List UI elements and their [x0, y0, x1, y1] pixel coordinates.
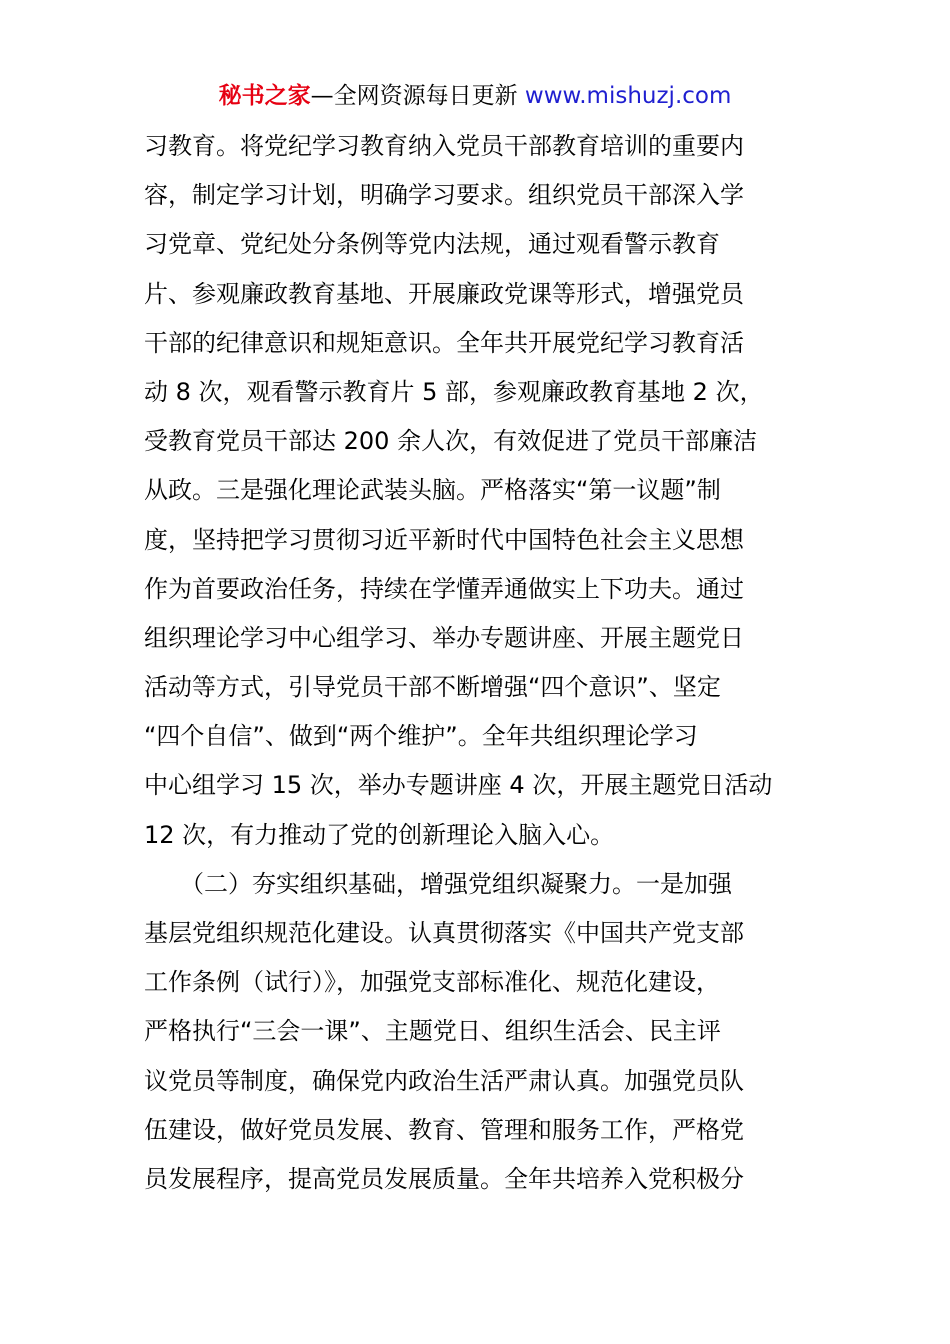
section-heading-line: （二）夯实组织基础，增强党组织凝聚力。一是加强 [180, 869, 732, 898]
text-line: 习教育。将党纪学习教育纳入党员干部教育培训的重要内 [144, 132, 744, 160]
text-line: 片、参观廉政教育基地、开展廉政党课等形式，增强党员 [144, 279, 744, 308]
text-line: 活动等方式，引导党员干部不断增强“四个意识”、坚定 [144, 673, 721, 702]
text-line: 动 8 次，观看警示教育片 5 部，参观廉政教育基地 2 次， [144, 377, 764, 406]
site-brand: 秘书之家 [218, 83, 311, 109]
text-line: 容，制定学习计划，明确学习要求。组织党员干部深入学 [144, 181, 744, 210]
text-line: 受教育党员干部达 200 余人次，有效促进了党员干部廉洁 [144, 427, 758, 456]
text-line: 伍建设，做好党员发展、教育、管理和服务工作，严格党 [144, 1115, 744, 1144]
text-line: “四个自信”、做到“两个维护”。全年共组织理论学习 [144, 722, 698, 751]
text-line: 习党章、党纪处分条例等党内法规，通过观看警示教育 [144, 230, 720, 259]
page-header [0, 80, 950, 112]
text-line: 中心组学习 15 次，举办专题讲座 4 次，开展主题党日活动 [144, 771, 773, 800]
text-line: 度，坚持把学习贯彻习近平新时代中国特色社会主义思想 [144, 525, 744, 554]
site-tagline: —全网资源每日更新 [310, 83, 525, 109]
text-line: 作为首要政治任务，持续在学懂弄通做实上下功夫。通过 [144, 574, 744, 603]
text-line: 议党员等制度，确保党内政治生活严肃认真。加强党员队 [144, 1066, 744, 1095]
text-line: 工作条例（试行）》，加强党支部标准化、规范化建设， [144, 968, 720, 997]
text-line: 基层党组织规范化建设。认真贯彻落实《中国共产党支部 [144, 919, 744, 947]
text-line: 从政。三是强化理论武装头脑。严格落实“第一议题”制 [144, 476, 721, 505]
text-line: 组织理论学习中心组学习、举办专题讲座、开展主题党日 [144, 623, 744, 652]
text-line: 员发展程序，提高党员发展质量。全年共培养入党积极分 [144, 1164, 744, 1193]
text-line: 干部的纪律意识和规矩意识。全年共开展党纪学习教育活 [144, 328, 744, 357]
text-line: 12 次，有力推动了党的创新理论入脑入心。 [144, 820, 615, 849]
text-line: 严格执行“三会一课”、主题党日、组织生活会、民主评 [144, 1017, 721, 1046]
document-body [144, 122, 824, 1204]
site-url[interactable]: www.mishuzj.com [524, 83, 732, 109]
